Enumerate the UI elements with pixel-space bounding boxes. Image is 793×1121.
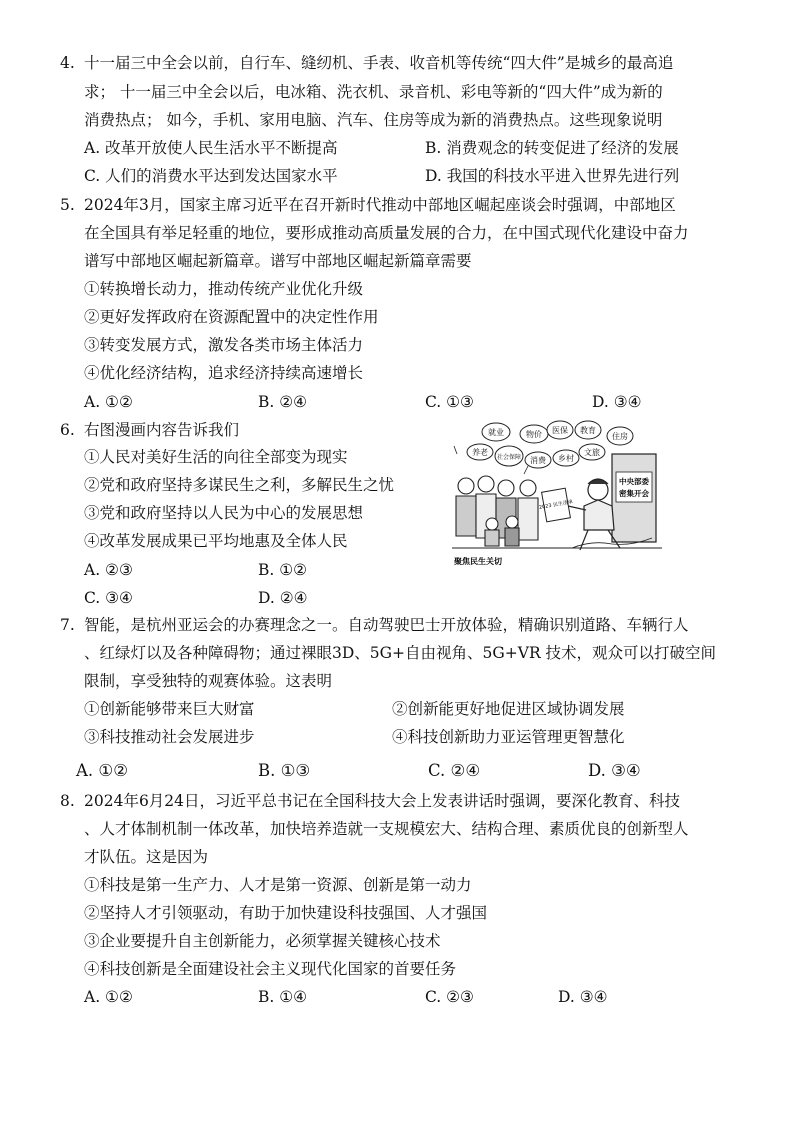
statement-item: ③党和政府坚持以人民为中心的发展思想 [84, 504, 364, 522]
statement-item: ④优化经济结构，追求经济持续高速增长 [84, 364, 364, 382]
question-text-line: 才队伍。这是因为 [84, 848, 209, 866]
statement-item: ③转变发展方式，激发各类市场主体活力 [84, 336, 364, 354]
question-number: 7. [60, 616, 75, 634]
question-text-line: 求； 十一届三中全会以后，电冰箱、洗衣机、录音机、彩电等新的“四大件”成为新的 [84, 83, 663, 101]
question-text-line: 2024年6月24日，习近平总书记在全国科技大会上发表讲话时强调，要深化教育、科技 [84, 792, 681, 810]
bubble-text: 文旅 [584, 448, 600, 457]
question-text-line: 消费热点； 如今，手机、家用电脑、汽车、住房等成为新的消费热点。这些现象说明 [84, 111, 663, 129]
sign-text: 密集开会 [619, 489, 649, 498]
option-b: B. ②④ [258, 393, 308, 411]
statement-item: ④科技创新是全面建设社会主义现代化国家的首要任务 [84, 960, 457, 978]
statement-item: ①科技是第一生产力、人才是第一资源、创新是第一动力 [84, 876, 472, 894]
statement-item: ③科技推动社会发展进步 [84, 728, 255, 746]
statement-item: ②党和政府坚持多谋民生之利，多解民生之忧 [84, 476, 395, 494]
option-a: A. ①② [84, 988, 133, 1006]
question-text-line: 2024年3月，国家主席习近平在召开新时代推动中部地区崛起座谈会时强调，中部地区 [84, 196, 676, 214]
cartoon-caption: 聚焦民生关切 [454, 557, 502, 566]
question-number: 6. [60, 421, 75, 439]
question-text-line: 限制，享受独特的观赛体验。这表明 [84, 672, 333, 690]
paper-text: 2023 民生清单 [538, 499, 574, 511]
statement-item: ①转换增长动力，推动传统产业优化升级 [84, 280, 364, 298]
bubble-text: 社会保障 [496, 454, 522, 461]
question-number: 4. [60, 54, 75, 72]
bubble-text: 乡村 [558, 454, 574, 463]
option-d: D. 我国的科技水平进入世界先进行列 [425, 167, 680, 185]
bubble-text: 物价 [526, 430, 542, 439]
statement-item: ②创新能更好地促进区域协调发展 [392, 700, 625, 718]
question-text-line: 、人才体制机制一体改革，加快培养造就一支规模宏大、结构合理、素质优良的创新型人 [84, 820, 689, 838]
option-c: C. ①③ [425, 393, 474, 411]
question-text-line: 谱写中部地区崛起新篇章。谱写中部地区崛起新篇章需要 [84, 252, 472, 270]
option-d: D. ③④ [592, 393, 642, 411]
option-d: D. ③④ [588, 761, 641, 780]
option-a: A. ②③ [84, 561, 133, 579]
question-number: 5. [60, 196, 75, 214]
option-d: D. ③④ [558, 988, 608, 1006]
sign-text: 中央部委 [619, 477, 649, 486]
option-a: A. 改革开放使人民生活水平不断提高 [84, 139, 338, 157]
option-a: A. ①② [76, 761, 128, 780]
bubble-text: 消费 [530, 456, 546, 465]
bubble-text: 医保 [552, 426, 568, 435]
option-b: B. 消费观念的转变促进了经济的发展 [425, 139, 679, 157]
option-b: B. ①③ [258, 761, 311, 780]
bubble-text: 住房 [612, 432, 628, 441]
question-text-line: 在全国具有举足轻重的地位，要形成推动高质量发展的合力，在中国式现代化建设中奋力 [84, 224, 689, 242]
statement-item: ①人民对美好生活的向往全部变为现实 [84, 448, 348, 466]
option-c: C. ②④ [428, 761, 481, 780]
option-b: B. ①② [258, 561, 308, 579]
statement-item: ④改革发展成果已平均地惠及全体人民 [84, 532, 348, 550]
option-c: C. 人们的消费水平达到发达国家水平 [84, 167, 338, 185]
statement-item: ③企业要提升自主创新能力，必须掌握关键核心技术 [84, 932, 441, 950]
option-b: B. ①④ [258, 988, 308, 1006]
question-number: 8. [60, 792, 75, 810]
question-text-line: 右图漫画内容告诉我们 [84, 421, 240, 439]
question-text-line: 十一届三中全会以前，自行车、缝纫机、手表、收音机等传统“四大件”是城乡的最高追 [84, 54, 674, 72]
option-d: D. ②④ [258, 589, 308, 607]
statement-item: ①创新能够带来巨大财富 [84, 700, 255, 718]
option-a: A. ①② [84, 393, 133, 411]
question-text-line: 、红绿灯以及各种障碍物；通过裸眼3D、5G+自由视角、5G+VR 技术，观众可以打破空间 [84, 644, 717, 662]
statement-item: ②坚持人才引领驱动，有助于加快建设科技强国、人才强国 [84, 904, 488, 922]
cartoon-illustration [452, 414, 662, 569]
question-text-line: 智能，是杭州亚运会的办赛理念之一。自动驾驶巴士开放体验，精确识别道路、车辆行人 [84, 616, 689, 634]
bubble-text: 教育 [580, 426, 596, 435]
statement-item: ②更好发挥政府在资源配置中的决定性作用 [84, 308, 379, 326]
option-c: C. ②③ [425, 988, 474, 1006]
statement-item: ④科技创新助力亚运管理更智慧化 [392, 728, 625, 746]
option-c: C. ③④ [84, 589, 133, 607]
bubble-text: 养老 [472, 448, 488, 457]
bubble-text: 就业 [488, 428, 504, 437]
